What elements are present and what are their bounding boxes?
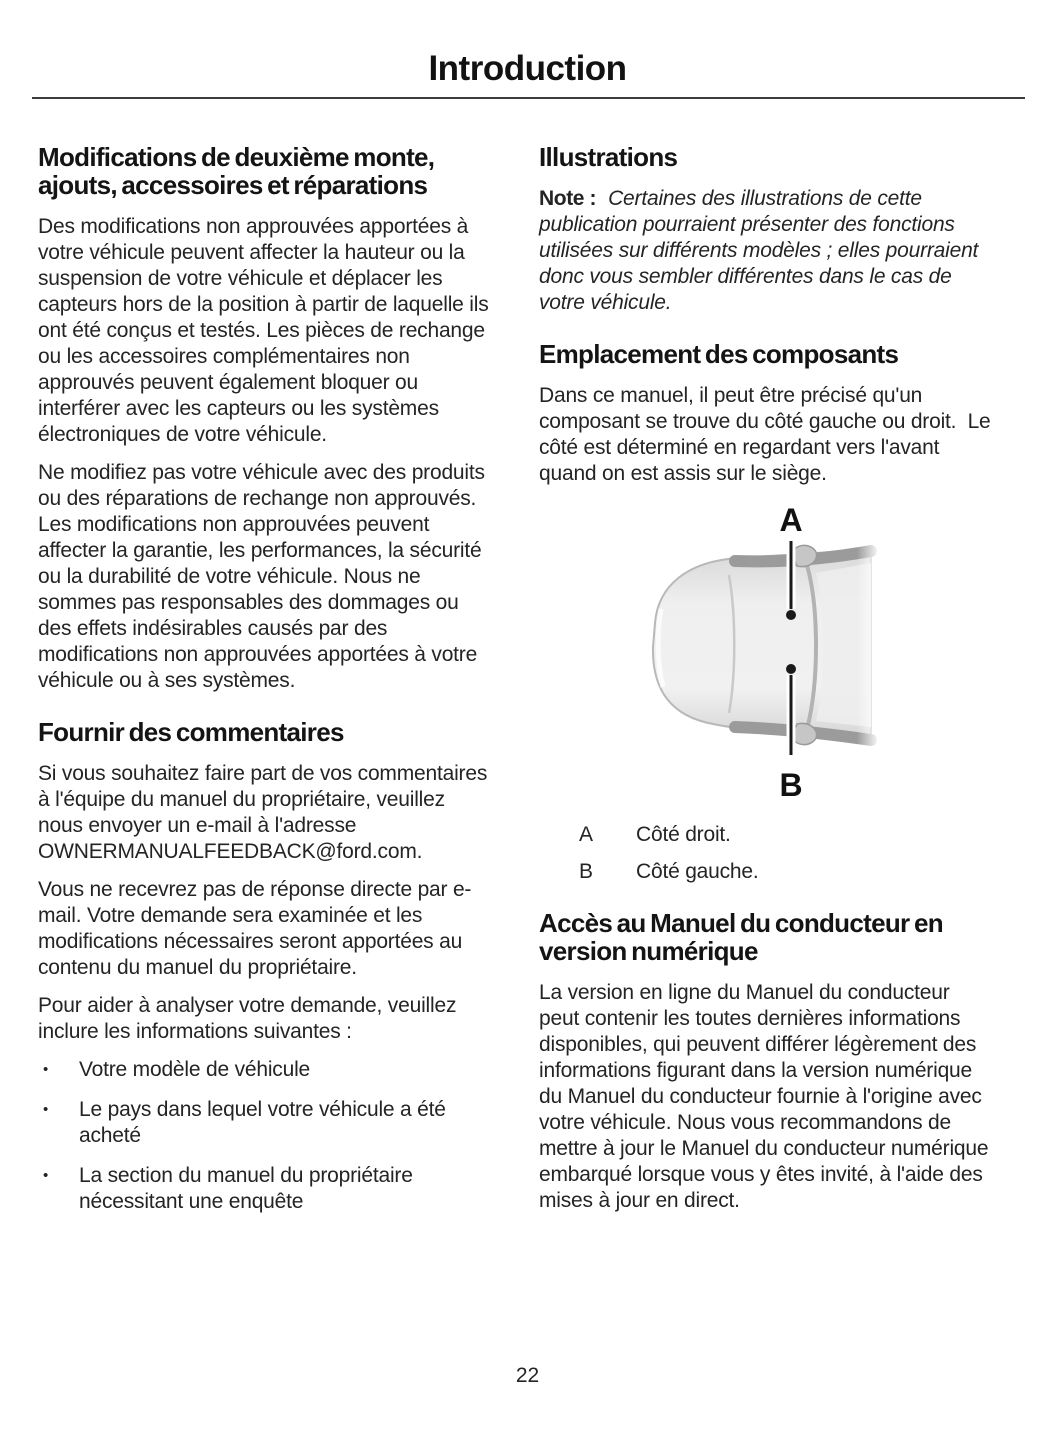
legend-key: A	[579, 823, 593, 846]
paragraph-feedback-3: Pour aider à analyser votre demande, veuillez inclure les informations suivantes :	[38, 994, 457, 1043]
legend-value: Côté gauche.	[636, 860, 759, 883]
two-column-layout	[0, 99, 1055, 1229]
figure-legend	[539, 822, 994, 885]
bullet-icon: •	[43, 1101, 49, 1118]
heading-emplacement: Emplacement des composants	[539, 339, 899, 369]
bullet-item-text: Le pays dans lequel votre véhicule a été acheté	[79, 1098, 446, 1147]
heading-fournir-commentaires: Fournir des commentaires	[38, 717, 344, 747]
figure-fade	[857, 531, 879, 775]
paragraph-acces-manuel: La version en ligne du Manuel du conducteur peut contenir les toutes dernières informations disponibles, qui peuvent différer légèrement des informations figurant dans la version numérique du Manuel du conducteur fournie à l'origine avec votre véhicule. Nous vous recommandons de mettre à jour le Manuel du conducteur numérique embarqué lorsque vous y êtes invité, à l'aide des mises à jour en direct.	[539, 981, 989, 1212]
car-top-view-illustration	[539, 503, 994, 803]
note-label: Note :	[539, 187, 597, 210]
paragraph-modifications-1: Des modifications non approuvées apportées à votre véhicule peuvent affecter la hauteur ou la suspension de votre véhicule et déplacer les capteurs hors de la position à partir de laquelle ils ont été conçus et testés. Les pièces de rechange ou les accessoires complémentaires non approuvés peuvent également bloquer ou interférer avec les capteurs ou les systèmes électroniques de votre véhicule.	[38, 215, 489, 446]
legend-row-a	[539, 822, 994, 848]
left-column	[38, 143, 493, 1229]
figure-label-a: A	[779, 503, 803, 538]
figure-label-b: B	[779, 767, 803, 803]
heading-illustrations: Illustrations	[539, 142, 678, 172]
page-number: 22	[515, 1364, 540, 1387]
bullet-item-manual-section	[38, 1163, 493, 1215]
right-column	[539, 143, 994, 1229]
legend-key: B	[579, 860, 593, 883]
bullet-item-text: La section du manuel du propriétaire nécessitant une enquête	[79, 1164, 413, 1213]
bullet-item-vehicle-model	[38, 1057, 493, 1083]
callout-dot-a	[786, 610, 796, 620]
page-title: Introduction	[428, 49, 627, 88]
legend-row-b	[539, 859, 994, 885]
paragraph-emplacement: Dans ce manuel, il peut être précisé qu'un composant se trouve du côté gauche ou droit. Le côté est déterminé en regardant vers l'avant quand on est assis sur le siège.	[539, 384, 991, 485]
paragraph-feedback-1: Si vous souhaitez faire part de vos commentaires à l'équipe du manuel du propriétaire, veuillez nous envoyer un e-mail à l'adresse OWNERMANUALFEEDBACK@ford.com.	[38, 762, 488, 863]
paragraph-feedback-2: Vous ne recevrez pas de réponse directe par e-mail. Votre demande sera examinée et les modifications nécessaires seront apportées au contenu du manuel du propriétaire.	[38, 878, 472, 979]
callout-dot-b	[786, 664, 796, 674]
bullet-icon: •	[43, 1167, 49, 1184]
bullet-item-country	[38, 1097, 493, 1149]
legend-value: Côté droit.	[636, 823, 731, 846]
feedback-bullet-list	[38, 1057, 493, 1215]
bullet-item-text: Votre modèle de véhicule	[79, 1058, 311, 1081]
car-top-view-figure	[539, 503, 994, 808]
heading-modifications: Modifications de deuxième monte, ajouts, accessoires et réparations	[38, 142, 435, 200]
note-text: Certaines des illustrations de cette publication pourraient présenter des fonctions utilisées sur différents modèles ; elles pourraient donc vous sembler différentes dans le cas de votre véhicule.	[539, 187, 979, 314]
paragraph-modifications-2: Ne modifiez pas votre véhicule avec des produits ou des réparations de rechange non approuvés. Les modifications non approuvées peuvent affecter la garantie, les performances, la sécurité ou la durabilité de votre véhicule. Nous ne sommes pas responsables des dommages ou des effets indésirables causés par des modifications non approuvées apportées à votre véhicule ou à ses systèmes.	[38, 461, 485, 692]
bullet-icon: •	[43, 1061, 49, 1078]
heading-acces-manuel: Accès au Manuel du conducteur en version numérique	[539, 908, 943, 966]
paragraph-note	[539, 186, 994, 316]
